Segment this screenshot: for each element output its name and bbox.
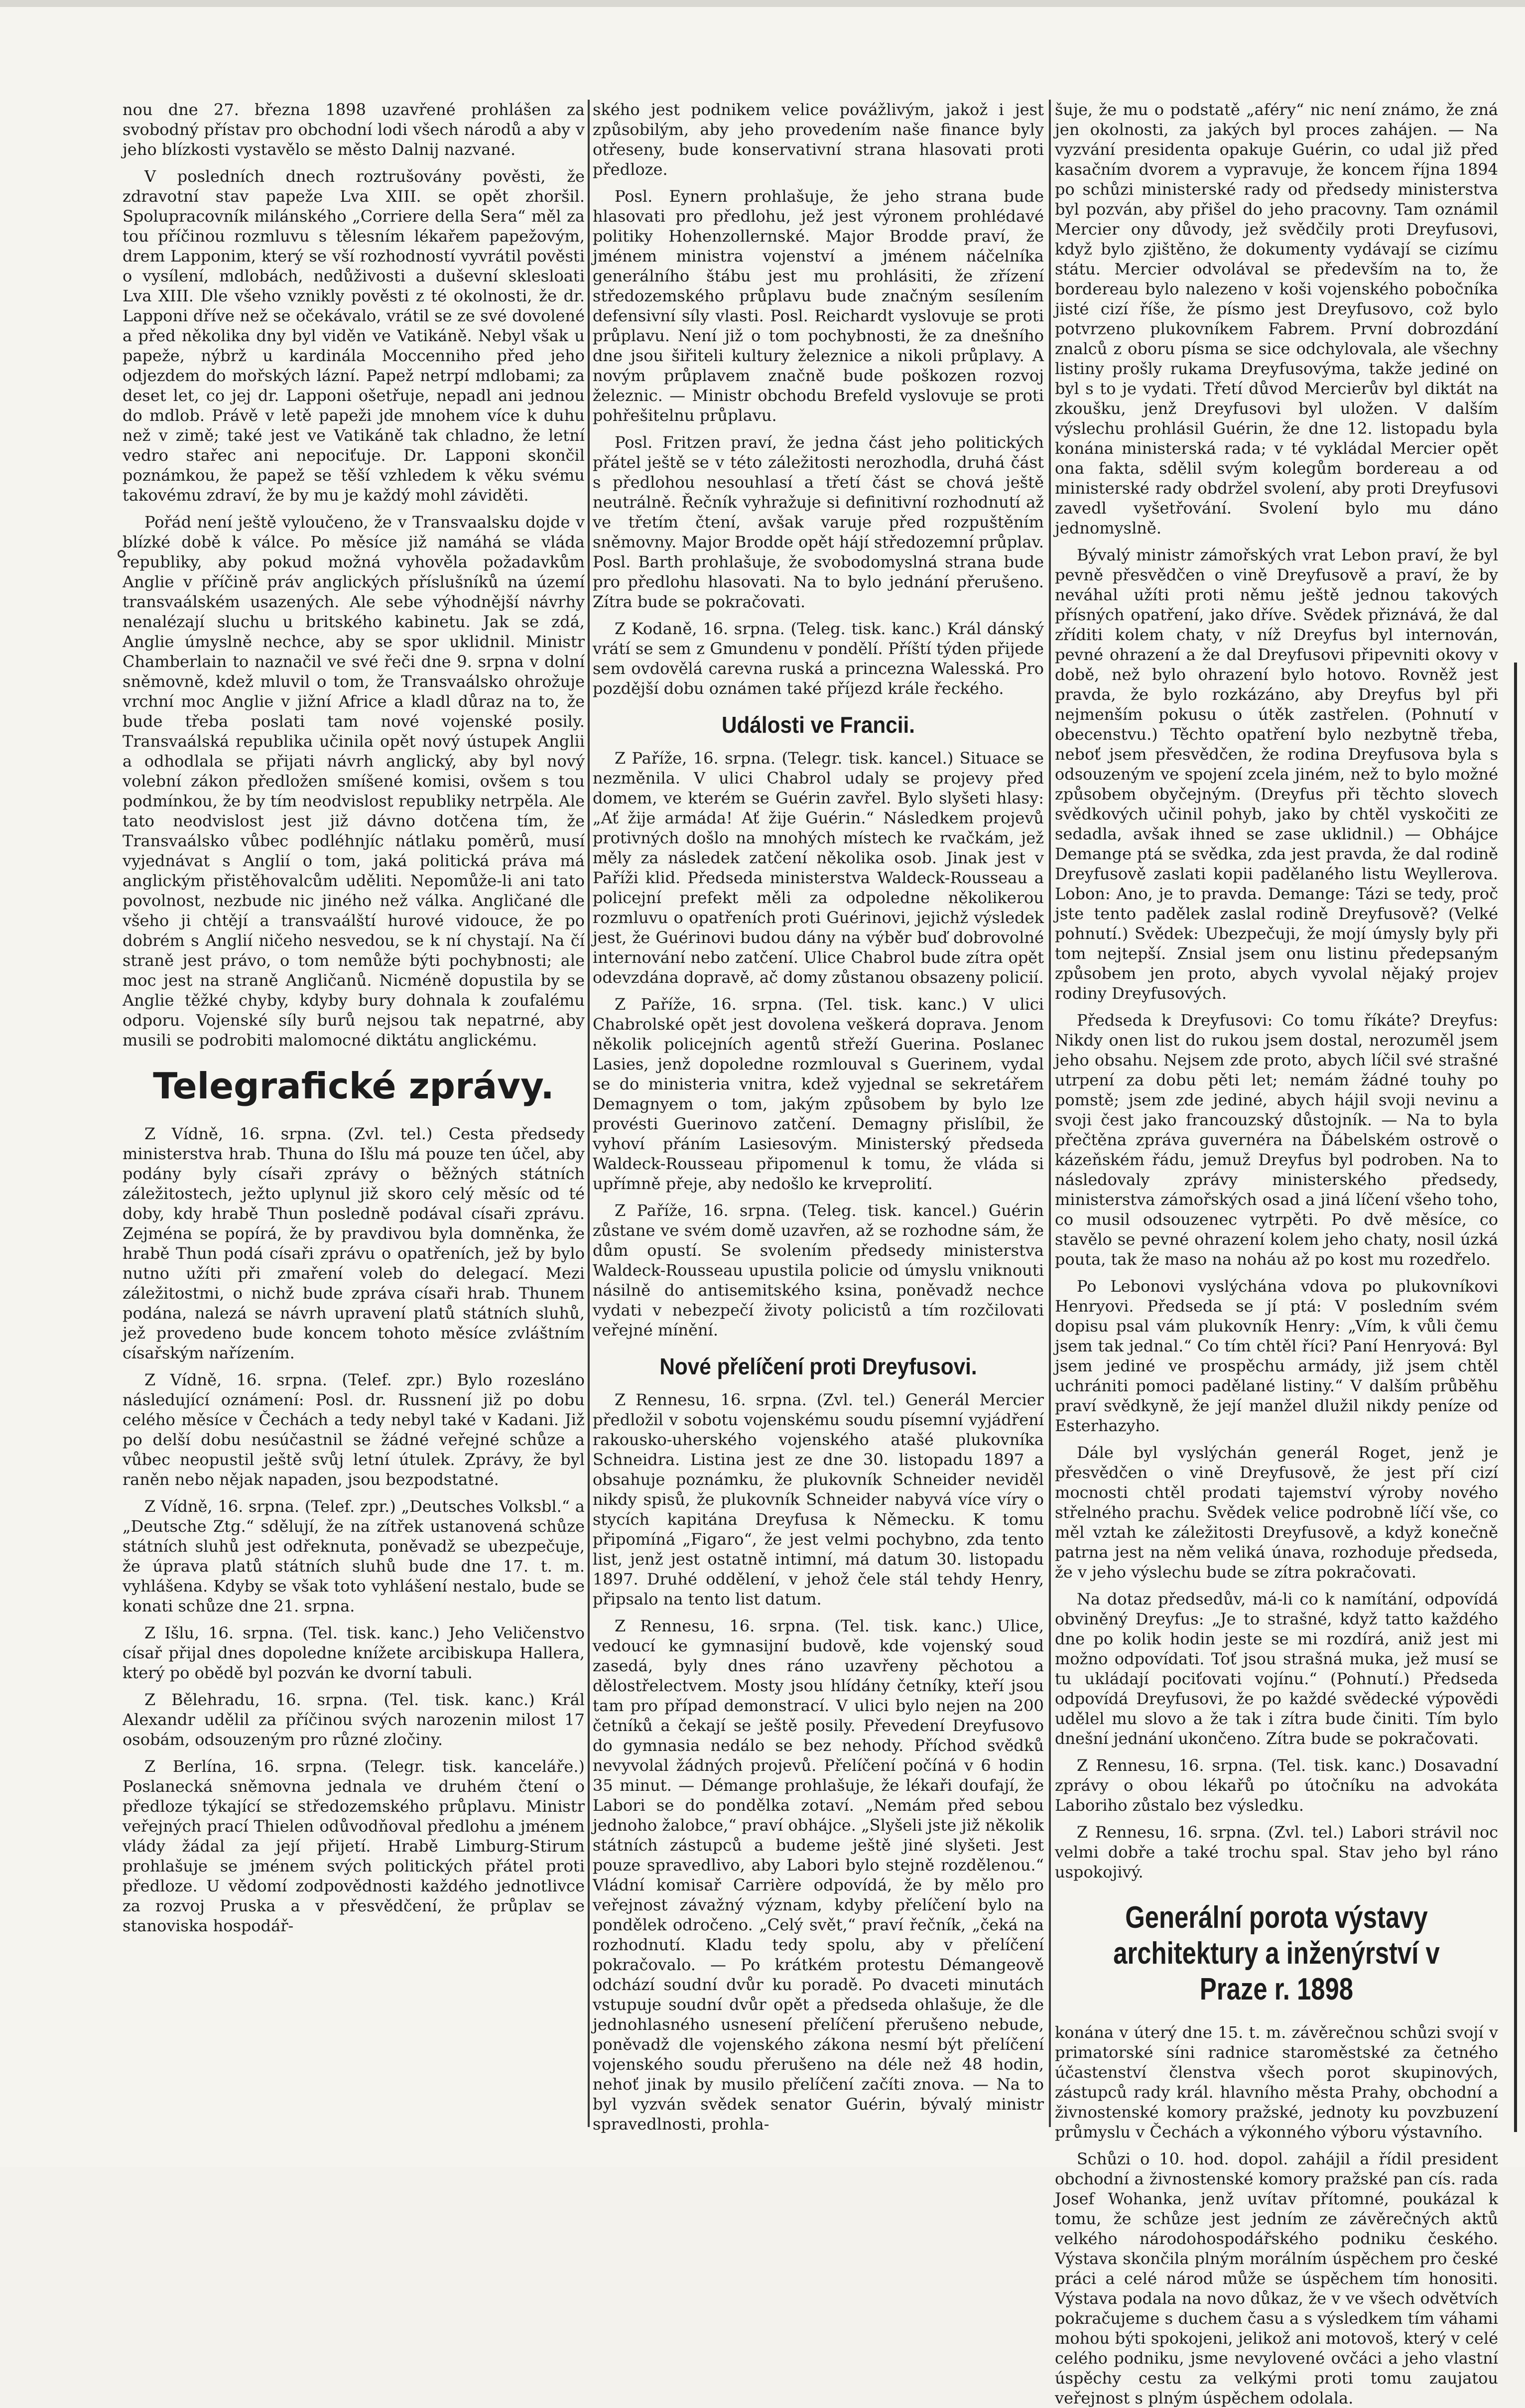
article-paragraph: Na dotaz předsedův, má-li co k namítání, odpovídá obviněný Dreyfus: „Je to strašné, když tatto každého dne po kolik hodin jeste se mi rozdírá, aniž jest mi možno odpovídati. Toť jsou strašná muka, jež musí se tu ukládají pociťovati vojínu.“ (Pohnutí.) Předseda odpovídá Dreyfusovi, že po každé svědecké výpovědi udělel mu slovo a že tak i zítra bude činiti. Tím bylo dnešní jednání ukončeno. Zítra bude se pokračovati. [1055,1590,1498,1748]
article-paragraph: šuje, že mu o podstatě „aféry“ nic není známo, že zná jen okolnosti, za jakých byl proces zahájen. — Na vyzvání presidenta opakuje Guérin, co udal již před kasačním dvorem a vypravuje, že koncem října 1894 po schůzi ministerské rady od předsedy ministerstva byl pozván, aby přišel do jeho pracovny. Tam oznámil Mercier ony důvody, jež svědčily proti Dreyfusovi, když bylo zjištěno, že dokumenty vydávají se cizímu státu. Mercier odvolával se především na to, že bordereau bylo nalezeno v koši vojenského pobočníka jisté cizí říše, že písmo jest Dreyfusovo, což bylo potvrzeno plukovníkem Fabrem. První dobrozdání znalců z oboru písma se sice odchylovala, ale všechny listiny prošly rukama Dreyfusovýma, takže jediné on byl s to je vydati. Třetí důvod Mercierův byl diktát na zkoušku, jenž Dreyfusovi byl uložen. V dalším výslechu prohlásil Guérin, že dne 12. listopadu byla konána ministerská rada; v té vykládal Mercier opět ona fakta, sdělil svým kolegům bordereau a od ministerské rady obdržel svolení, aby proti Dreyfusovi zavedl vyšetřování. Svolení bylo mu dáno jednomyslně. [1055,100,1498,537]
telegram-item: Z Rennesu, 16. srpna. (Tel. tisk. kanc.) Dosavadní zprávy o obou lékařů po útočníku na advokáta Laboriho zůstalo bez výsledku. [1055,1756,1498,1815]
article-paragraph: Posl. Fritzen praví, že jedna část jeho politických přátel ještě se v této záležitosti nerozhodla, druhá část s předlohou nesouhlasí a třetí část se chová ještě neutrálně. Řečník vyhražuje si definitivní rozhodnutí až ve třetím čtení, avšak varuje před rozpuštěním sněmovny. Major Brodde opět hájí středozemní průplav. Posl. Barth prohlašuje, že svobodomyslná strana bude pro předlohu hlasovati. Na to bylo jednání přerušeno. Zítra bude se pokračovati. [593,433,1044,611]
telegram-item: Z Berlína, 16. srpna. (Telegr. tisk. kanceláře.) Poslanecká sněmovna jednala ve druhém čtení o předloze týkající se středozemského průplavu. Ministr veřejných prací Thielen odůvodňoval předlohu a jménem vlády žádal za její přijetí. Hrabě Limburg-Stirum prohlašuje se jménem svých politických přátel proti předloze. U vědomí zodpovědnosti každého jednotlivce za rozvoj Pruska a v přesvědčení, že průplav se stanoviska hospodář- [123,1757,585,1935]
telegram-item: Z Vídně, 16. srpna. (Telef. zpr.) „Deutsches Volksbl.“ a „Deutsche Ztg.“ sdělují, že na zítřek ustanovená schůze státních sluhů jest odřeknuta, poněvadž se ubezpečuje, že úprava platů státních sluhů bude dne 17. t. m. vyhlášena. Kdyby se však toto vyhlášení nestalo, bude se konati schůze dne 21. srpna. [123,1497,585,1615]
article-paragraph: ského jest podnikem velice povážlivým, jakož i jest způsobilým, aby jeho provedením naše finance byly otřeseny, bude konservativní strana hlasovati proti předloze. [593,100,1044,179]
article-paragraph: Posl. Eynern prohlašuje, že jeho strana bude hlasovati pro předlohu, jež jest výronem prohlédavé politiky Hohenzollernské. Major Brodde praví, že jménem ministra vojenství a jménem náčelníka generálního štábu jest mu prohlásiti, že zřízení středozemského průplavu bude značným sesílením defensivní síly vlasti. Posl. Reichardt vyslovuje se proti průplavu. Není již o tom pochybnosti, že za dnešního dne jsou šiřiteli kultury železnice a nikoli průplavy. A novým průplavem značně bude poškozen rozvoj železnic. — Ministr obchodu Brefeld vyslovuje se proti pohřešitelnu průplavu. [593,187,1044,425]
telegram-item: Z Rennesu, 16. srpna. (Tel. tisk. kanc.) Ulice, vedoucí ke gymnasijní budově, kde vojenský soud zasedá, byly dnes ráno uzavřeny pěchotou a dělostřelectvem. Mosty jsou hlídány četníky, kteří jsou tam pro případ demonstrací. V ulici bylo nejen na 200 četníků a čekají se ještě posily. Převedení Dreyfusovo do gymnasia nedálo se bez nehody. Příchod svědků nevyvolal žádných projevů. Přelíčení počíná v 6 hodin 35 minut. — Démange prohlašuje, že lékaři doufají, že Labori se do pondělka zotaví. „Nemám před sebou jednoho žalobce,“ praví obhájce. „Slyšeli jste již několik státních zástupců a budeme ještě jiné slyšeti. Jest pouze spravedlivo, aby Labori bylo stejně rozdělenou.“ Vládní komisař Carrière odpovídá, že by mělo pro veřejnost závažný význam, kdyby přelíčení bylo na pondělek odročeno. „Celý svět,“ praví řečník, „čeká na rozhodnutí. Kladu tedy spolu, aby v přelíčení pokračovalo. — Po krátkém protestu Démangeově odchází soudní dvůr ku poradě. Po dvaceti minutách vstupuje soudní dvůr opět a předseda ohlašuje, že dle jednohlasného usnesení přelíčení přerušeno nebude, poněvadž dle vojenského zákona nesmí být přelíčení vojenského soudu přerušeno na déle než 48 hodin, nehoť jinak by musilo přelíčení začíti znova. — Na to byl vyzván svědek senator Guérin, bývalý ministr spravedlnosti, prohla- [593,1616,1044,2134]
right-margin-rule [1514,663,1517,2132]
telegram-item: Z Kodaně, 16. srpna. (Teleg. tisk. kanc.) Král dánský vrátí se sem z Gmundenu v pondělí. Příští týden přijede sem ovdovělá carevna ruská a princezna Walesská. Pro pozdější dobu oznámen také příjezd krále řeckého. [593,619,1044,698]
column-rule [588,100,590,2127]
telegram-item: Z Rennesu, 16. srpna. (Zvl. tel.) Generál Mercier předložil v sobotu vojenskému soudu písemní vyjádření rakousko-uherského vojenského atašé plukovníka Schneidra. Listina jest ze dne 30. listopadu 1897 a obsahuje poznámku, že plukovník Schneider neviděl nikdy spisů, že plukovník Schneider nabyvá více víry o stycích kapitána Dreyfusa k Německu. K tomu připomíná „Figaro“, že jest velmi pochybno, zda tento list, jenž jest ostatně intimní, má datum 30. listopadu 1897. Druhé oddělení, v jehož čele stál tehdy Henry, připsalo na tento list datum. [593,1390,1044,1608]
article-paragraph: Dále byl vyslýchán generál Roget, jenž je přesvědčen o vině Dreyfusově, že jest pří cizí mocnosti chtěl prodati tajemství výroby nového střelného prachu. Svědek velice podrobně líčí vše, co měl vztah ke záležitosti Dreyfusově, a když konečně patrna jest na něm veliká únava, rozhoduje předseda, že v jeho výslechu bude se zítra pokračovati. [1055,1443,1498,1582]
telegram-item: Z Bělehradu, 16. srpna. (Tel. tisk. kanc.) Král Alexandr udělil za příčinou svých narozenin milost 17 osobám, odsouzeným pro různé zločiny. [123,1690,585,1749]
column-1 [123,100,585,2127]
telegram-item: Z Paříže, 16. srpna. (Telegr. tisk. kancel.) Situace se nezměnila. V ulici Chabrol udaly se projevy před domem, ve kterém se Guérin zavřel. Bylo slyšeti hlasy: „Ať žije armáda! Ať žije Guérin.“ Následkem projevů protivných došlo na mnohých místech ke rvačkám, jež měly za následek zatčení několika osob. Jinak jest v Paříži klid. Předseda ministerstva Waldeck-Rousseau a policejní prefekt měli za odpoledne několikerou rozmluvu o opatřeních proti Guérinovi, jejichž výsledek jest, že Guérinovi budou dány na výběr buď dobrovolné internování nebo zatčení. Ulice Chabrol bude zítra opět odevzdána dopravě, ač domy zůstanou obsazeny policií. [593,749,1044,987]
column-2 [593,100,1044,2134]
section-heading-francie: Události ve Francii. [721,712,915,738]
article-paragraph: konána v úterý dne 15. t. m. závěrečnou schůzi svojí v primatorské síni radnice staroměstské za četného účastenství členstva všech porot skupinových, zástupců rady král. hlavního města Prahy, obchodní a živnostenské komory pražské, jednoty ku povzbuzení průmyslu v Čechách a výkonného výboru výstavního. [1055,2023,1498,2141]
section-heading-telegrafy: Telegrafické zprávy. [153,1065,554,1107]
telegram-item: Z Vídně, 16. srpna. (Telef. zpr.) Bylo rozesláno následující oznámení: Posl. dr. Russnení již po dobu celého měsíce v Čechách a tedy nebyl také v Kadani. Již po delší dobu nesúčastnil se žádné veřejné schůze a vůbec neopustil ještě svůj letní útulek. Zprávy, že byl raněn nebo nějak napaden, jsou bezpodstatné. [123,1370,585,1489]
telegram-item: Z Rennesu, 16. srpna. (Zvl. tel.) Labori strávil noc velmi dobře a také trochu spal. Stav jeho byl ráno uspokojivý. [1055,1823,1498,1881]
telegram-item: Z Paříže, 16. srpna. (Tel. tisk. kanc.) V ulici Chabrolské opět jest dovolena veškerá doprava. Jenom několik policejních agentů střeží Guerina. Poslanec Lasies, jenž dopoledne rozmlouval s Guerinem, vydal se do ministeria vnitra, kdež vyjednal se sekretářem Demagnyem o tom, jakým způsobem by bylo lze provésti Guerinovo zatčení. Demagny přislíbil, že vyhoví přáním Lasiesovým. Ministerský předseda Waldeck-Rousseau připomenul k tomu, že vláda si upřímně přeje, aby nedošlo ke krveprolití. [593,995,1044,1193]
article-paragraph: Předseda k Dreyfusovi: Co tomu říkáte? Dreyfus: Nikdy onen list do rukou jsem dostal, nerozuměl jsem jeho obsahu. Nejsem zde proto, abych líčil své strašné utrpení za dobu pěti let; nemám žádné touhy po pomstě; jsem zde jediné, abych hájil svoji nevinu a svoji čest jako francouzský důstojník. — Na to byla přečtěna zpráva guvernéra na Ďábelském ostrově o kázeňském řádu, jemuž Dreyfus byl podroben. Na to následovaly zprávy ministerského předsedy, ministerstva zámořských osad a jiná líčení všeho toho, co musil odsouzenec vytrpěti. Po dvě měsíce, co stavělo se pevné ohrazení kolem jeho chaty, nosil úzká pouta, tak že maso na noháu až po kost mu rozedřelo. [1055,1011,1498,1269]
article-paragraph: Po Lebonovi vyslýchána vdova po plukovníkovi Henryovi. Předseda se jí ptá: V posledním svém dopisu psal vám plukovník Henry: „Vím, k vůli čemu jsem tak jednal.“ Co tím chtěl říci? Paní Henryová: Byl jsem jediné ve prospěchu armády, již jsem chtěl uchrániti pomoci padělané listiny.“ V dalším průběhu praví svědkyně, že její manžel dlužil nikdy peníze od Esterhazyho. [1055,1277,1498,1435]
article-paragraph: nou dne 27. března 1898 uzavřené prohlášen za svobodný přístav pro obchodní lodi všech národů a aby v jeho blízkosti vystavělo se město Dalnij nazvané. [123,100,585,159]
section-heading-vystava: Generální porota výstavy architektury a inženýrství v Praze r. 1898 [1113,1900,1440,2007]
article-paragraph-transvaal: Pořád není ještě vyloučeno, že v Transvaalsku dojde v blízké době k válce. Po měsíce již namáhá se vláda republiky, aby pokud možná vyhověla požadavkům Anglie v příčině práv anglických příslušníků na území transvaálském usazených. Ale sebe výhodnější návrhy nenalézají sluchu u britského kabinetu. Jak se zdá, Anglie úmyslně nechce, aby se spor uklidnil. Ministr Chamberlain to naznačil ve své řeči dne 9. srpna v dolní sněmovně, kdež mluvil o tom, že Transvaálsko ohrožuje vrchní moc Anglie v jižní Africe a kladl důraz na to, že bude třeba poslati tam nové vojenské posily. Transvaálská republika učinila opět nový ústupek Anglii a odhodlala se přijati návrh anglický, aby byl nový volební zákon předložen smíšené komisi, ovšem s tou podmínkou, že by tím neodvislost republiky netrpěla. Ale tato neodvislost jest již dávno dotčena tím, že Transvaálsko vůbec podléhnjíc nátlaku poměrů, musí vyjednávat s Anglií o tom, jaká politická práva má anglickým přistěhovalcům uděliti. Nepomůže-li ani tato povolnost, nezbude nic jiného než válka. Angličané dle všeho ji chtějí a transvaálští hurové vidouce, že po dobrém s Anglií ničeho nesvedou, se k ní chystají. Na čí straně jest právo, o tom nemůže býti pochybnosti; ale moc jest na straně Angličanů. Nicméně dopustila by se Anglie těžké chyby, kdyby bury dohnala k zoufalému odporu. Vojenské síly burů nejsou tak nepatrné, aby musili se podrobiti malomocné diktátu anglickému. [123,513,585,1050]
telegram-item: Z Paříže, 16. srpna. (Teleg. tisk. kancel.) Guérin zůstane ve svém domě uzavřen, až se rozhodne sám, že dům opustí. Se svolením předsedy ministerstva Waldeck-Rousseau upustila policie od úmyslu vniknouti násilně do antisemitského ksina, poněvadž nechce vydati v nebezpečí životy policistů a tím rozčilovati veřejné mínění. [593,1201,1044,1339]
column-rule [1049,100,1051,2127]
telegram-item: Z Vídně, 16. srpna. (Zvl. tel.) Cesta předsedy ministerstva hrab. Thuna do Išlu má pouze ten účel, aby podány byly císaři zprávy o běžných státních záležitostech, ježto uplynul již skoro celý měsíc od té doby, kdy hrabě Thun posledně podával císaři zprávu. Zejména se popírá, že by pravdivou byla domněnka, že hrabě Thun podá císaři zprávu o opatřeních, jež by bylo nutno užíti při zmaření voleb do delegací. Mezi záležitostmi, o nichž bude zpráva císaři hrab. Thunem podána, nalezá se návrh upravení platů státních sluhů, jež provedeno bude koncem tohoto měsíce zvláštním císařským nařízením. [123,1124,585,1362]
article-paragraph: Bývalý ministr zámořských vrat Lebon praví, že byl pevně přesvědčen o vině Dreyfusově a praví, že by neváhal užíti proti němu ještě jednou takových přísných opatření, jako dříve. Svědek přiznává, že dal zříditi kolem chaty, v níž Dreyfus byl internován, pevné ohrazení a že dal Dreyfusovi připevniti okovy v době, než bylo ohrazení bylo hotovo. Rovněž jest pravda, že bylo rozkázáno, aby Dreyfus byl při nejmenším pokusu o útěk zastřelen. (Pohnutí v obecenstvu.) Těchto opatření bylo nezbytně třeba, neboť jsem přesvědčen, že rodina Dreyfusova byla s odsouzeným ve spojení zcela jiném, než to bylo možné způsobem obyčejným. (Dreyfus při těchto slovech svědkových učinil pohyb, jako by chtěl vyskočiti ze sedadla, avšak ihned se zase uklidnil.) — Obhájce Demange ptá se svědka, zda jest pravda, že dal rodině Dreyfusově zaslati kopii padělaného listu Weyllerova. Lobon: Ano, je to pravda. Demange: Tázi se tedy, proč jste tento padělek zaslal rodině Dreyfusově? (Velké pohnutí.) Svědek: Ubezpečuji, že mojí úmysly byly při tom nejtepší. Znsial jsem onu listinu předepsaným způsobem jen proto, abych vyvolal nějaký projev rodiny Dreyfusových. [1055,545,1498,1003]
telegram-item: Z Išlu, 16. srpna. (Tel. tisk. kanc.) Jeho Veličenstvo císař přijal dnes dopoledne knížete arcibiskupa Hallera, který po obědě byl pozván ke dvorní tabuli. [123,1623,585,1682]
page-top-edge [0,0,1525,7]
column-3 [1055,100,1498,2408]
article-paragraph: Schůzi o 10. hod. dopol. zahájil a řídil president obchodní a živnostenské komory pražské pan cís. rada Josef Wohanka, jenž uvítav přítomné, poukázal k tomu, že schůze jest jedním ze závěrečných aktů velkého národohospodářského podniku českého. Výstava skončila plným morálním úspěchem pro české práci a celé národ může se úspěchem tím honositi. Výstava podala na novo důkaz, že v ve všech odvětvích pokračujeme s duchem času a s výsledkem tím váhami mohou býti spokojeni, jelikož ani motovoš, který v celé celého podniku, jsme nevylovené ovčáci a jeho vlastní úspěchy cestu za velkými proti tomu zaujatou veřejnost s plným úspěchem odolala. [1055,2149,1498,2408]
section-heading-dreyfus: Nové přelíčení proti Dreyfusovi. [659,1353,977,1379]
article-paragraph-pope: V posledních dnech roztrušovány pověsti, že zdravotní stav papeže Lva XIII. se opět zhoršil. Spolupracovník milánského „Corriere della Sera“ měl za tou příčinou rozmluvu s tělesním lékařem papežovým, drem Lapponim, který se vší rozhodností vyvrátil pověsti o vysílení, mdlobách, nedůživosti a duševní sklesloati Lva XIII. Dle všeho vznikly pověsti z té okolnosti, že dr. Lapponi dříve než se očekávalo, vrátil se ze své dovolené a před několika dny byl viděn ve Vatikáně. Nebyl však u papeže, nýbrž u kardinála Moccenniho před jeho odjezdem do mořských lázní. Papež netrpí mdlobami; za deset let, co jej dr. Lapponi ošetřuje, nepadl ani jednou do mdlob. Právě v letě papeži jde mnohem více k duhu než v zimě; také jest ve Vatikáně tak chladno, že letní vedro stařec ani nepociťuje. Dr. Lapponi skončil poznámkou, že papež se těší vzhledem k věku svému takovému zdraví, že by mu je každý mohl záviděti. [123,167,585,505]
